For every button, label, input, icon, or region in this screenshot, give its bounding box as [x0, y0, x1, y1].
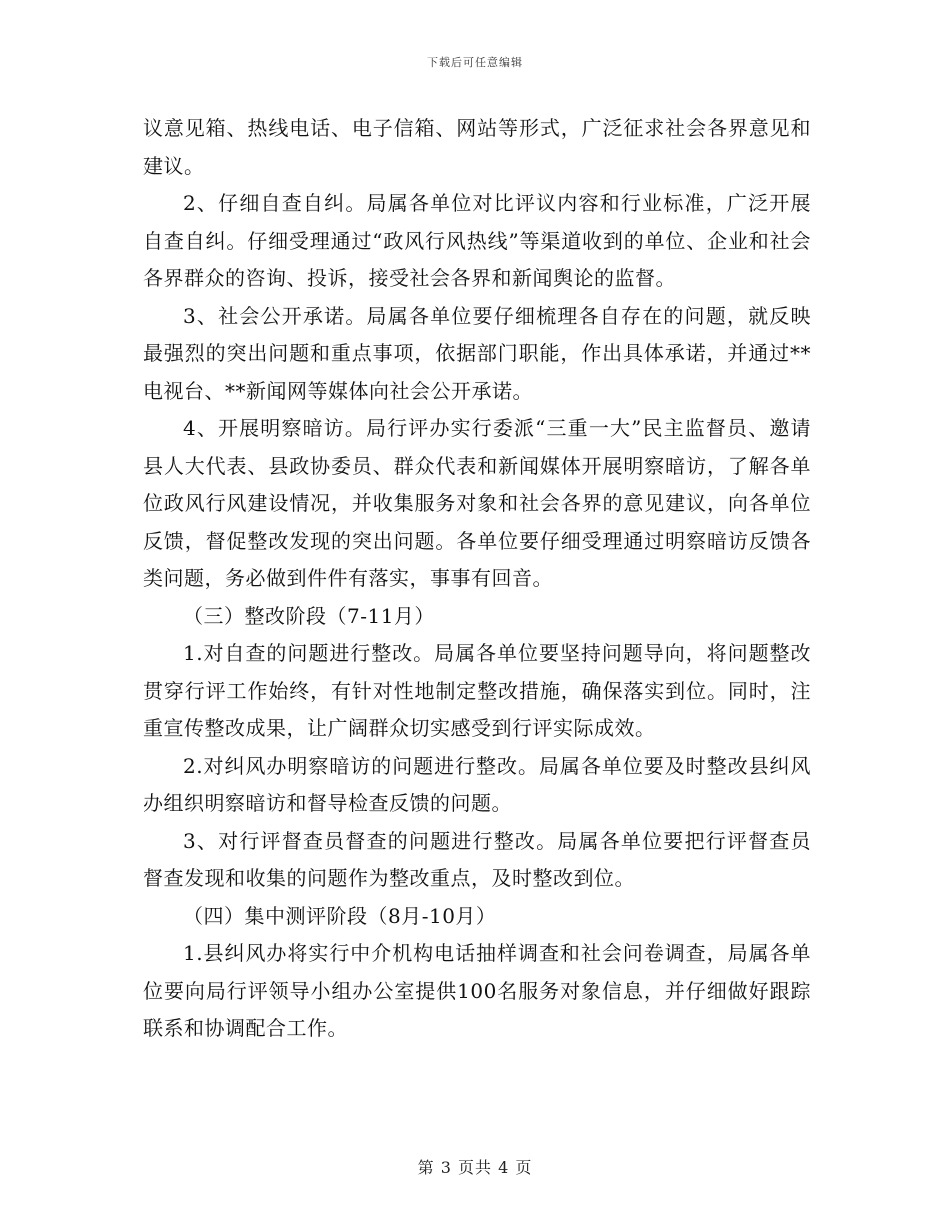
paragraph-rectify-inspection: 2.对纠风办明察暗访的问题进行整改。局属各单位要及时整改县纠风办组织明察暗访和督导检查反馈的问题。	[143, 753, 811, 815]
paragraph-self-inspection: 2、仔细自查自纠。局属各单位对比评议内容和行业标准，广泛开展自查自纠。仔细受理通过“政风行风热线”等渠道收到的单位、企业和社会各界群众的咨询、投诉，接受社会各界和新闻舆论的监督。	[143, 191, 811, 290]
document-body	[143, 110, 811, 1048]
paragraph-continuation: 议意见箱、热线电话、电子信箱、网站等形式，广泛征求社会各界意见和建议。	[143, 116, 811, 178]
paragraph-unannounced-visits: 4、开展明察暗访。局行评办实行委派“三重一大”民主监督员、邀请县人大代表、县政协委员、群众代表和新闻媒体开展明察暗访，了解各单位政风行风建设情况，并收集服务对象和社会各界的意见建议，向各单位反馈，督促整改发现的突出问题。各单位要仔细受理通过明察暗访反馈各类问题，务必做到件件有落实，事事有回音。	[143, 416, 811, 590]
paragraph-rectify-self-check: 1.对自查的问题进行整改。局属各单位要坚持问题导向，将问题整改贯穿行评工作始终，有针对性地制定整改措施，确保落实到位。同时，注重宣传整改成果，让广阔群众切实感受到行评实际成效。	[143, 641, 811, 740]
page-number: 第 3 页共 4 页	[417, 1158, 533, 1177]
page-header-note: 下载后可任意编辑	[427, 56, 523, 69]
section-heading-rectification: （三）整改阶段（7-11月）	[183, 603, 435, 628]
section-heading-evaluation: （四）集中测评阶段（8月-10月）	[183, 903, 497, 928]
paragraph-survey: 1.县纠风办将实行中介机构电话抽样调查和社会问卷调查，局属各单位要向局行评领导小组办公室提供100名服务对象信息，并仔细做好跟踪联系和协调配合工作。	[143, 941, 811, 1040]
paragraph-public-commitment: 3、社会公开承诺。局属各单位要仔细梳理各自存在的问题，就反映最强烈的突出问题和重点事项，依据部门职能，作出具体承诺，并通过**电视台、**新闻网等媒体向社会公开承诺。	[143, 303, 811, 403]
paragraph-rectify-supervisor: 3、对行评督查员督查的问题进行整改。局属各单位要把行评督查员督查发现和收集的问题作为整改重点，及时整改到位。	[143, 828, 811, 890]
